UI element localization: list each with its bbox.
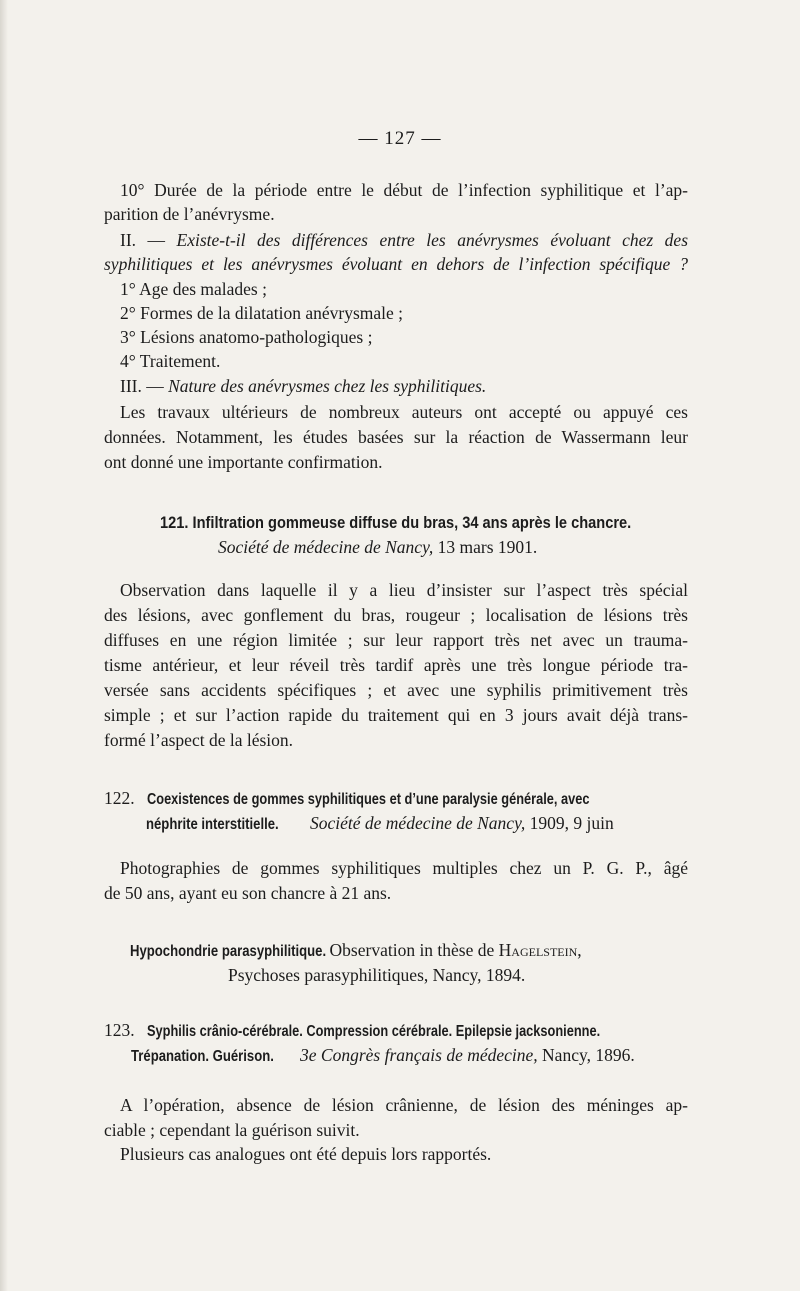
entry-title: Trépanation. Guérison. [131, 1048, 274, 1065]
entry-title: Hypochondrie parasyphilitique. [130, 943, 327, 960]
text-line: Psychoses parasyphilitiques, Nancy, 1894. [228, 965, 526, 985]
section-title: Nature des anévrysmes chez les syphilitiques. [168, 376, 487, 396]
source-journal: Congrès français de médecine, [320, 1045, 538, 1065]
section-number: II. — [120, 230, 166, 250]
entry-number: 123. [104, 1020, 135, 1040]
text-line: 10° Durée de la période entre le début de l’infection syphilitique et l’ap- [120, 180, 688, 200]
list-item: 2° Formes de la dilatation anévrysmale ; [120, 303, 404, 323]
text-line: simple ; et sur l’action rapide du traitement qui en 3 jours avait déjà trans- [104, 705, 688, 725]
hypochondrie-entry [130, 938, 582, 964]
text-line: données. Notamment, les études basées sur la réaction de Wassermann leur [104, 427, 688, 447]
entry-title: néphrite interstitielle. [146, 816, 279, 833]
entry-123-title [104, 1018, 713, 1044]
text-line: Les travaux ultérieurs de nombreux auteurs ont accepté ou appuyé ces [120, 402, 688, 422]
source-journal: Société de médecine de Nancy, [310, 813, 526, 833]
list-item: 4° Traitement. [120, 351, 221, 371]
section-II-line [104, 252, 688, 276]
source-date: 1909, 9 juin [529, 813, 614, 833]
text-line: de 50 ans, ayant eu son chancre à 21 ans. [104, 883, 392, 903]
entry-number: 122. [104, 788, 135, 808]
entry-title: Coexistences de gommes syphilitiques et d’une paralysie générale, avec [146, 791, 590, 808]
section-title: syphilitiques et les anévrysmes évoluant en dehors de l’infection spécifique ? [104, 254, 688, 274]
entry-121-source [218, 535, 537, 559]
entry-123-title-cont [131, 1043, 305, 1069]
list-item: 3° Lésions anatomo-pathologiques ; [120, 327, 373, 347]
entry-title: Syphilis crânio-cérébrale. Compression cérébrale. Epilepsie jacksonienne. [146, 1023, 600, 1040]
section-III-line [120, 374, 486, 398]
entry-text: Observation in thèse de [329, 940, 495, 960]
page-edge [0, 0, 8, 1291]
text-line: ont donné une importante confirmation. [104, 452, 383, 472]
entry-122-title-cont [146, 811, 308, 837]
list-item: 1° Age des malades ; [120, 279, 267, 299]
section-title: Existe-t-il des différences entre les anévrysmes évoluant chez des [176, 230, 689, 250]
text-line: versée sans accidents spécifiques ; et avec une syphilis primitivement très [104, 680, 688, 700]
entry-123-source [300, 1043, 635, 1067]
text-line: A l’opération, absence de lésion crânienne, de lésion des méninges ap- [120, 1095, 688, 1115]
text-line: Observation dans laquelle il y a lieu d’insister sur l’aspect très spécial [120, 580, 688, 600]
text-line: ciable ; cependant la guérison suivit. [104, 1120, 360, 1140]
section-number: III. — [120, 376, 164, 396]
source-journal: Société de médecine de Nancy, [218, 537, 434, 557]
entry-122-title [104, 786, 694, 812]
section-II-line [120, 228, 688, 252]
author-name: Hagelstein, [498, 940, 582, 960]
page-number: — 127 — [358, 128, 442, 149]
text-line: des lésions, avec gonflement du bras, rougeur ; localisation de lésions très [104, 605, 688, 625]
entry-121-title [160, 510, 708, 535]
text-line: parition de l’anévrysme. [104, 204, 275, 224]
entry-title: 121. Infiltration gommeuse diffuse du bras, 34 ans après le chancre. [160, 513, 632, 532]
source-number: 3e [300, 1045, 317, 1065]
source-date: 13 mars 1901. [437, 537, 538, 557]
source-date: Nancy, 1896. [542, 1045, 635, 1065]
text-line: Plusieurs cas analogues ont été depuis lors rapportés. [120, 1144, 492, 1164]
text-line: diffuses en une région limitée ; sur leur rapport très net avec un trauma- [104, 630, 688, 650]
entry-122-source [310, 811, 614, 835]
text-line: tisme antérieur, et leur réveil très tardif après une très longue période tra- [104, 655, 688, 675]
text-line: formé l’aspect de la lésion. [104, 730, 294, 750]
text-line: Photographies de gommes syphilitiques multiples chez un P. G. P., âgé [120, 858, 688, 878]
